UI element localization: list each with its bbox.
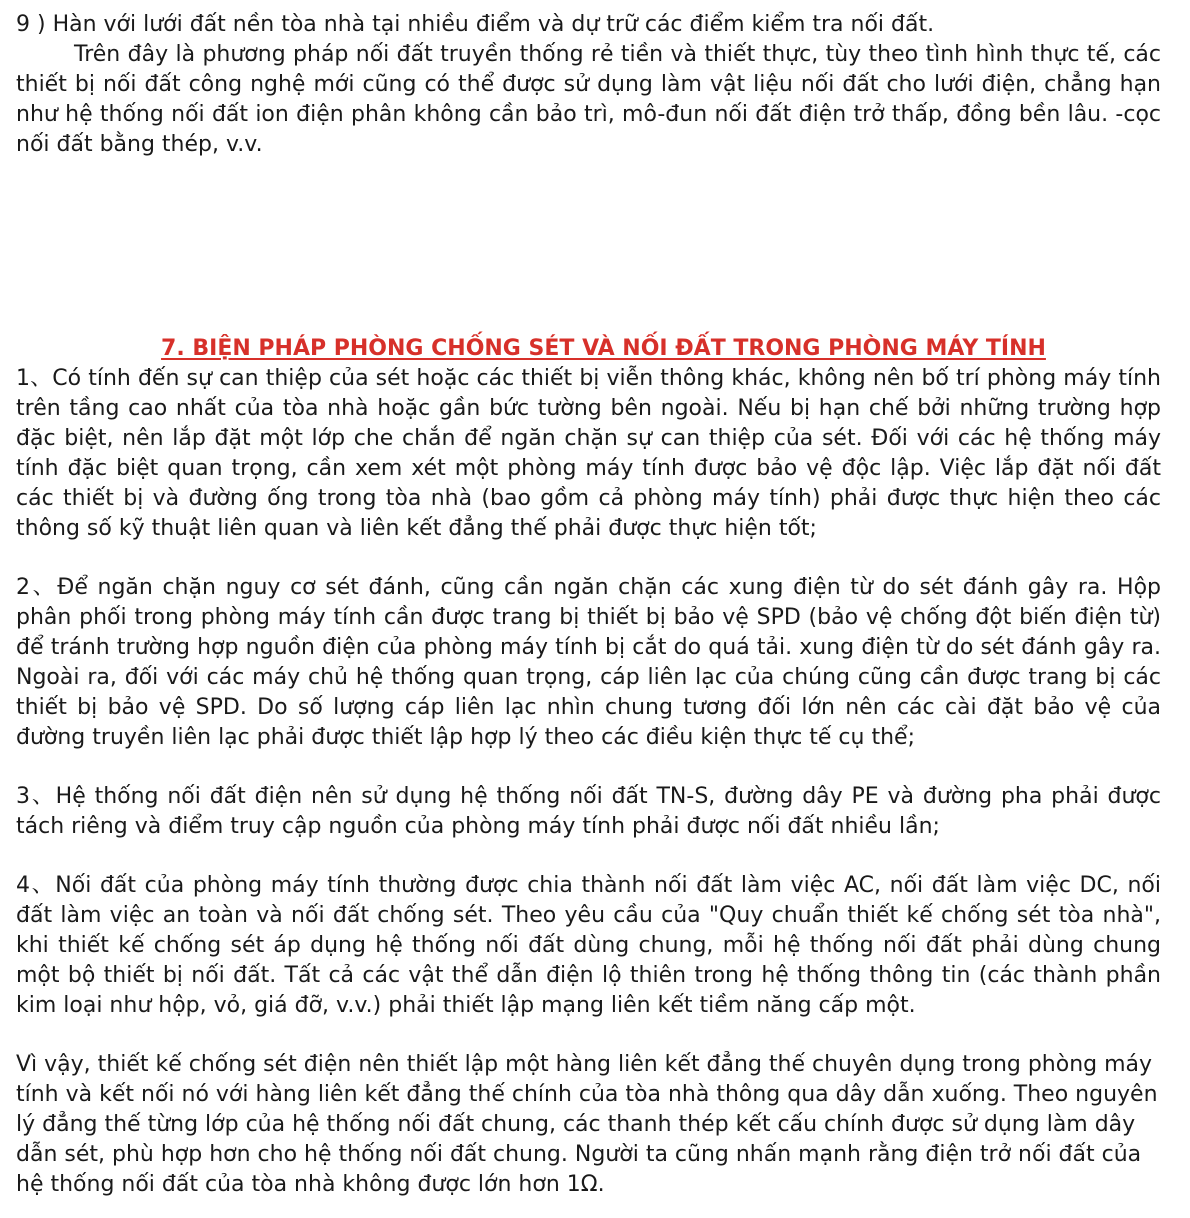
document-page bbox=[16, 0, 1161, 1200]
section-title: 7. BIỆN PHÁP PHÒNG CHỐNG SÉT VÀ NỐI ĐẤT TRONG PHÒNG MÁY TÍNH bbox=[161, 336, 1046, 361]
section-item-4: 4、Nối đất của phòng máy tính thường được chia thành nối đất làm việc AC, nối đất làm việc DC, nối đất làm việc an toàn và nối đất chống sét. Theo yêu cầu của "Quy chuẩn thiết kế chống sét tòa nhà", khi thiết kế chống sét áp dụng hệ thống nối đất dùng chung, mỗi hệ thống nối đất phải dùng chung một bộ thiết bị nối đất. Tất cả các vật thể dẫn điện lộ thiên trong hệ thống thông tin (các thành phần kim loại như hộp, vỏ, giá đỡ, v.v.) phải thiết lập mạng liên kết tiềm năng cấp một. bbox=[16, 873, 1161, 1018]
section-item-2: 2、Để ngăn chặn nguy cơ sét đánh, cũng cần ngăn chặn các xung điện từ do sét đánh gây ra. Hộp phân phối trong phòng máy tính cần được trang bị thiết bị bảo vệ SPD (bảo vệ chống đột biến điện từ) để tránh trường hợp nguồn điện của phòng máy tính bị cắt do quá tải. xung điện từ do sét đánh gây ra. Ngoài ra, đối với các máy chủ hệ thống quan trọng, cáp liên lạc của chúng cũng cần được trang bị các thiết bị bảo vệ SPD. Do số lượng cáp liên lạc nhìn chung tương đối lớn nên các cài đặt bảo vệ của đường truyền liên lạc phải được thiết lập hợp lý theo các điều kiện thực tế cụ thể; bbox=[16, 575, 1161, 750]
section-item-1: 1、Có tính đến sự can thiệp của sét hoặc các thiết bị viễn thông khác, không nên bố trí phòng máy tính trên tầng cao nhất của tòa nhà hoặc gần bức tường bên ngoài. Nếu bị hạn chế bởi những trường hợp đặc biệt, nên lắp đặt một lớp che chắn để ngăn chặn sự can thiệp của sét. Đối với các hệ thống máy tính đặc biệt quan trọng, cần xem xét một phòng máy tính được bảo vệ độc lập. Việc lắp đặt nối đất các thiết bị và đường ống trong tòa nhà (bao gồm cả phòng máy tính) phải được thực hiện theo các thông số kỹ thuật liên quan và liên kết đẳng thế phải được thực hiện tốt; bbox=[16, 366, 1161, 541]
list-item-9: 9 ) Hàn với lưới đất nền tòa nhà tại nhiều điểm và dự trữ các điểm kiểm tra nối đất. bbox=[16, 12, 935, 37]
intro-paragraph: Trên đây là phương pháp nối đất truyền thống rẻ tiền và thiết thực, tùy theo tình hình thực tế, các thiết bị nối đất công nghệ mới cũng có thể được sử dụng làm vật liệu nối đất cho lưới điện, chẳng hạn như hệ thống nối đất ion điện phân không cần bảo trì, mô-đun nối đất điện trở thấp, đồng bền lâu. -cọc nối đất bằng thép, v.v. bbox=[16, 42, 1161, 157]
conclusion-paragraph: Vì vậy, thiết kế chống sét điện nên thiết lập một hàng liên kết đẳng thế chuyên dụng trong phòng máy tính và kết nối nó với hàng liên kết đẳng thế chính của tòa nhà thông qua dây dẫn xuống. Theo nguyên lý đẳng thế từng lớp của hệ thống nối đất chung, các thanh thép kết cấu chính được sử dụng làm dây dẫn sét, phù hợp hơn cho hệ thống nối đất chung. Người ta cũng nhấn mạnh rằng điện trở nối đất của hệ thống nối đất của tòa nhà không được lớn hơn 1Ω. bbox=[16, 1052, 1158, 1197]
section-item-3: 3、Hệ thống nối đất điện nên sử dụng hệ thống nối đất TN-S, đường dây PE và đường pha phải được tách riêng và điểm truy cập nguồn của phòng máy tính phải được nối đất nhiều lần; bbox=[16, 784, 1161, 839]
